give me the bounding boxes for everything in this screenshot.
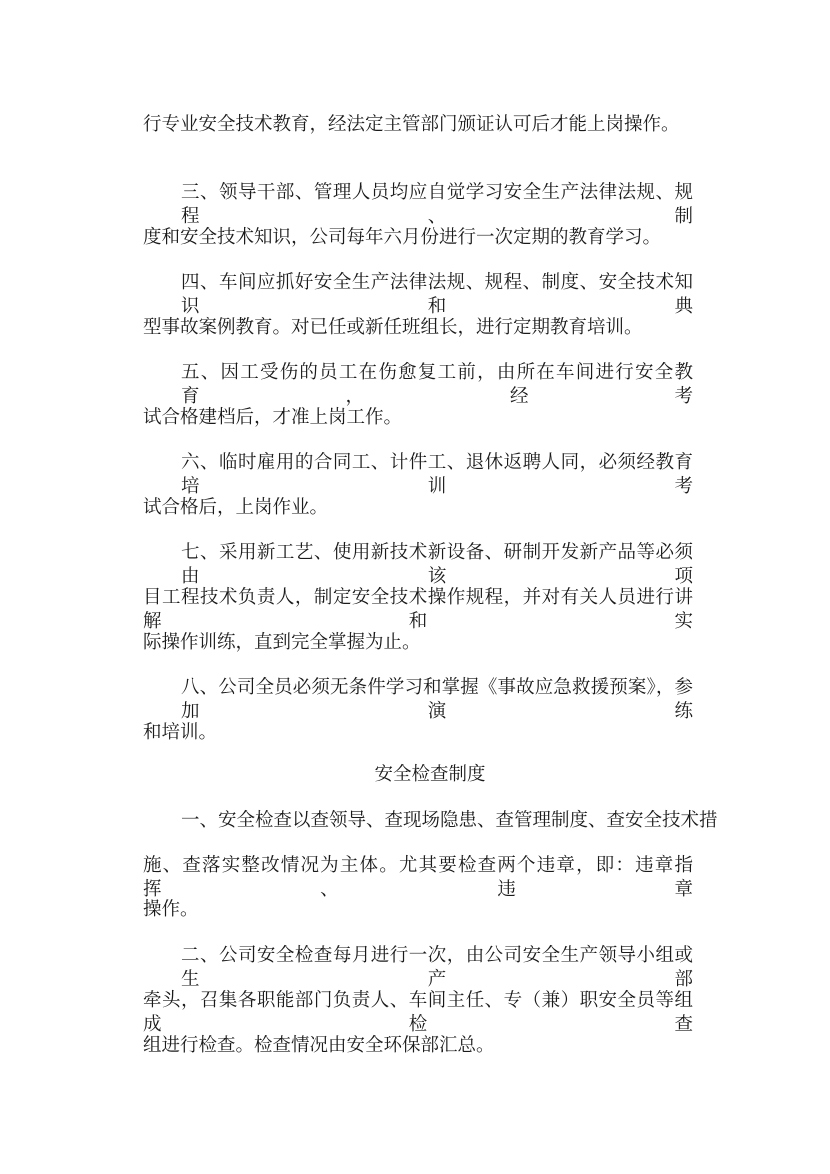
text-line: 一、安全检查以查领导、查现场隐患、查管理制度、查安全技术措 bbox=[181, 810, 718, 831]
text-line: 六、临时雇用的合同工、计件工、退休返聘人同，必须经教育培训考 bbox=[181, 452, 693, 497]
text-line: 七、采用新工艺、使用新技术新设备、研制开发新产品等必须由该项 bbox=[181, 542, 693, 587]
text-line: 试合格建档后，才准上岗工作。 bbox=[143, 407, 403, 428]
text-line: 八、公司全员必须无条件学习和掌握《事故应急救援预案》，参加演练 bbox=[181, 677, 693, 722]
text-line: 目工程技术负责人，制定安全技术操作规程，并对有关人员进行讲解和实 bbox=[143, 587, 693, 632]
text-line: 度和安全技术知识，公司每年六月份进行一次定期的教育学习。 bbox=[143, 227, 662, 248]
text-line: 行专业安全技术教育，经法定主管部门颁证认可后才能上岗操作。 bbox=[143, 114, 680, 135]
text-line: 四、车间应抓好安全生产法律法规、规程、制度、安全技术知识和典 bbox=[181, 272, 693, 317]
text-line: 五、因工受伤的员工在伤愈复工前，由所在车间进行安全教育，经考 bbox=[181, 362, 693, 407]
text-line: 操作。 bbox=[143, 899, 199, 920]
text-line: 三、领导干部、管理人员均应自觉学习安全生产法律法规、规程、制 bbox=[181, 182, 693, 227]
text-line: 牵头，召集各职能部门负责人、车间主任、专（兼）职安全员等组成检查 bbox=[143, 990, 693, 1035]
text-line: 组进行检查。检查情况由安全环保部汇总。 bbox=[143, 1035, 495, 1056]
text-line: 型事故案例教育。对已任或新任班组长，进行定期教育培训。 bbox=[143, 317, 643, 338]
text-line: 施、查落实整改情况为主体。尤其要检查两个违章，即：违章指挥、违章 bbox=[143, 855, 693, 900]
text-line: 二、公司安全检查每月进行一次，由公司安全生产领导小组或生产部 bbox=[181, 945, 693, 990]
text-line: 和培训。 bbox=[143, 722, 218, 743]
section-title: 安全检查制度 bbox=[374, 764, 486, 785]
text-line: 际操作训练，直到完全掌握为止。 bbox=[143, 632, 421, 653]
text-line: 试合格后，上岗作业。 bbox=[143, 497, 329, 518]
